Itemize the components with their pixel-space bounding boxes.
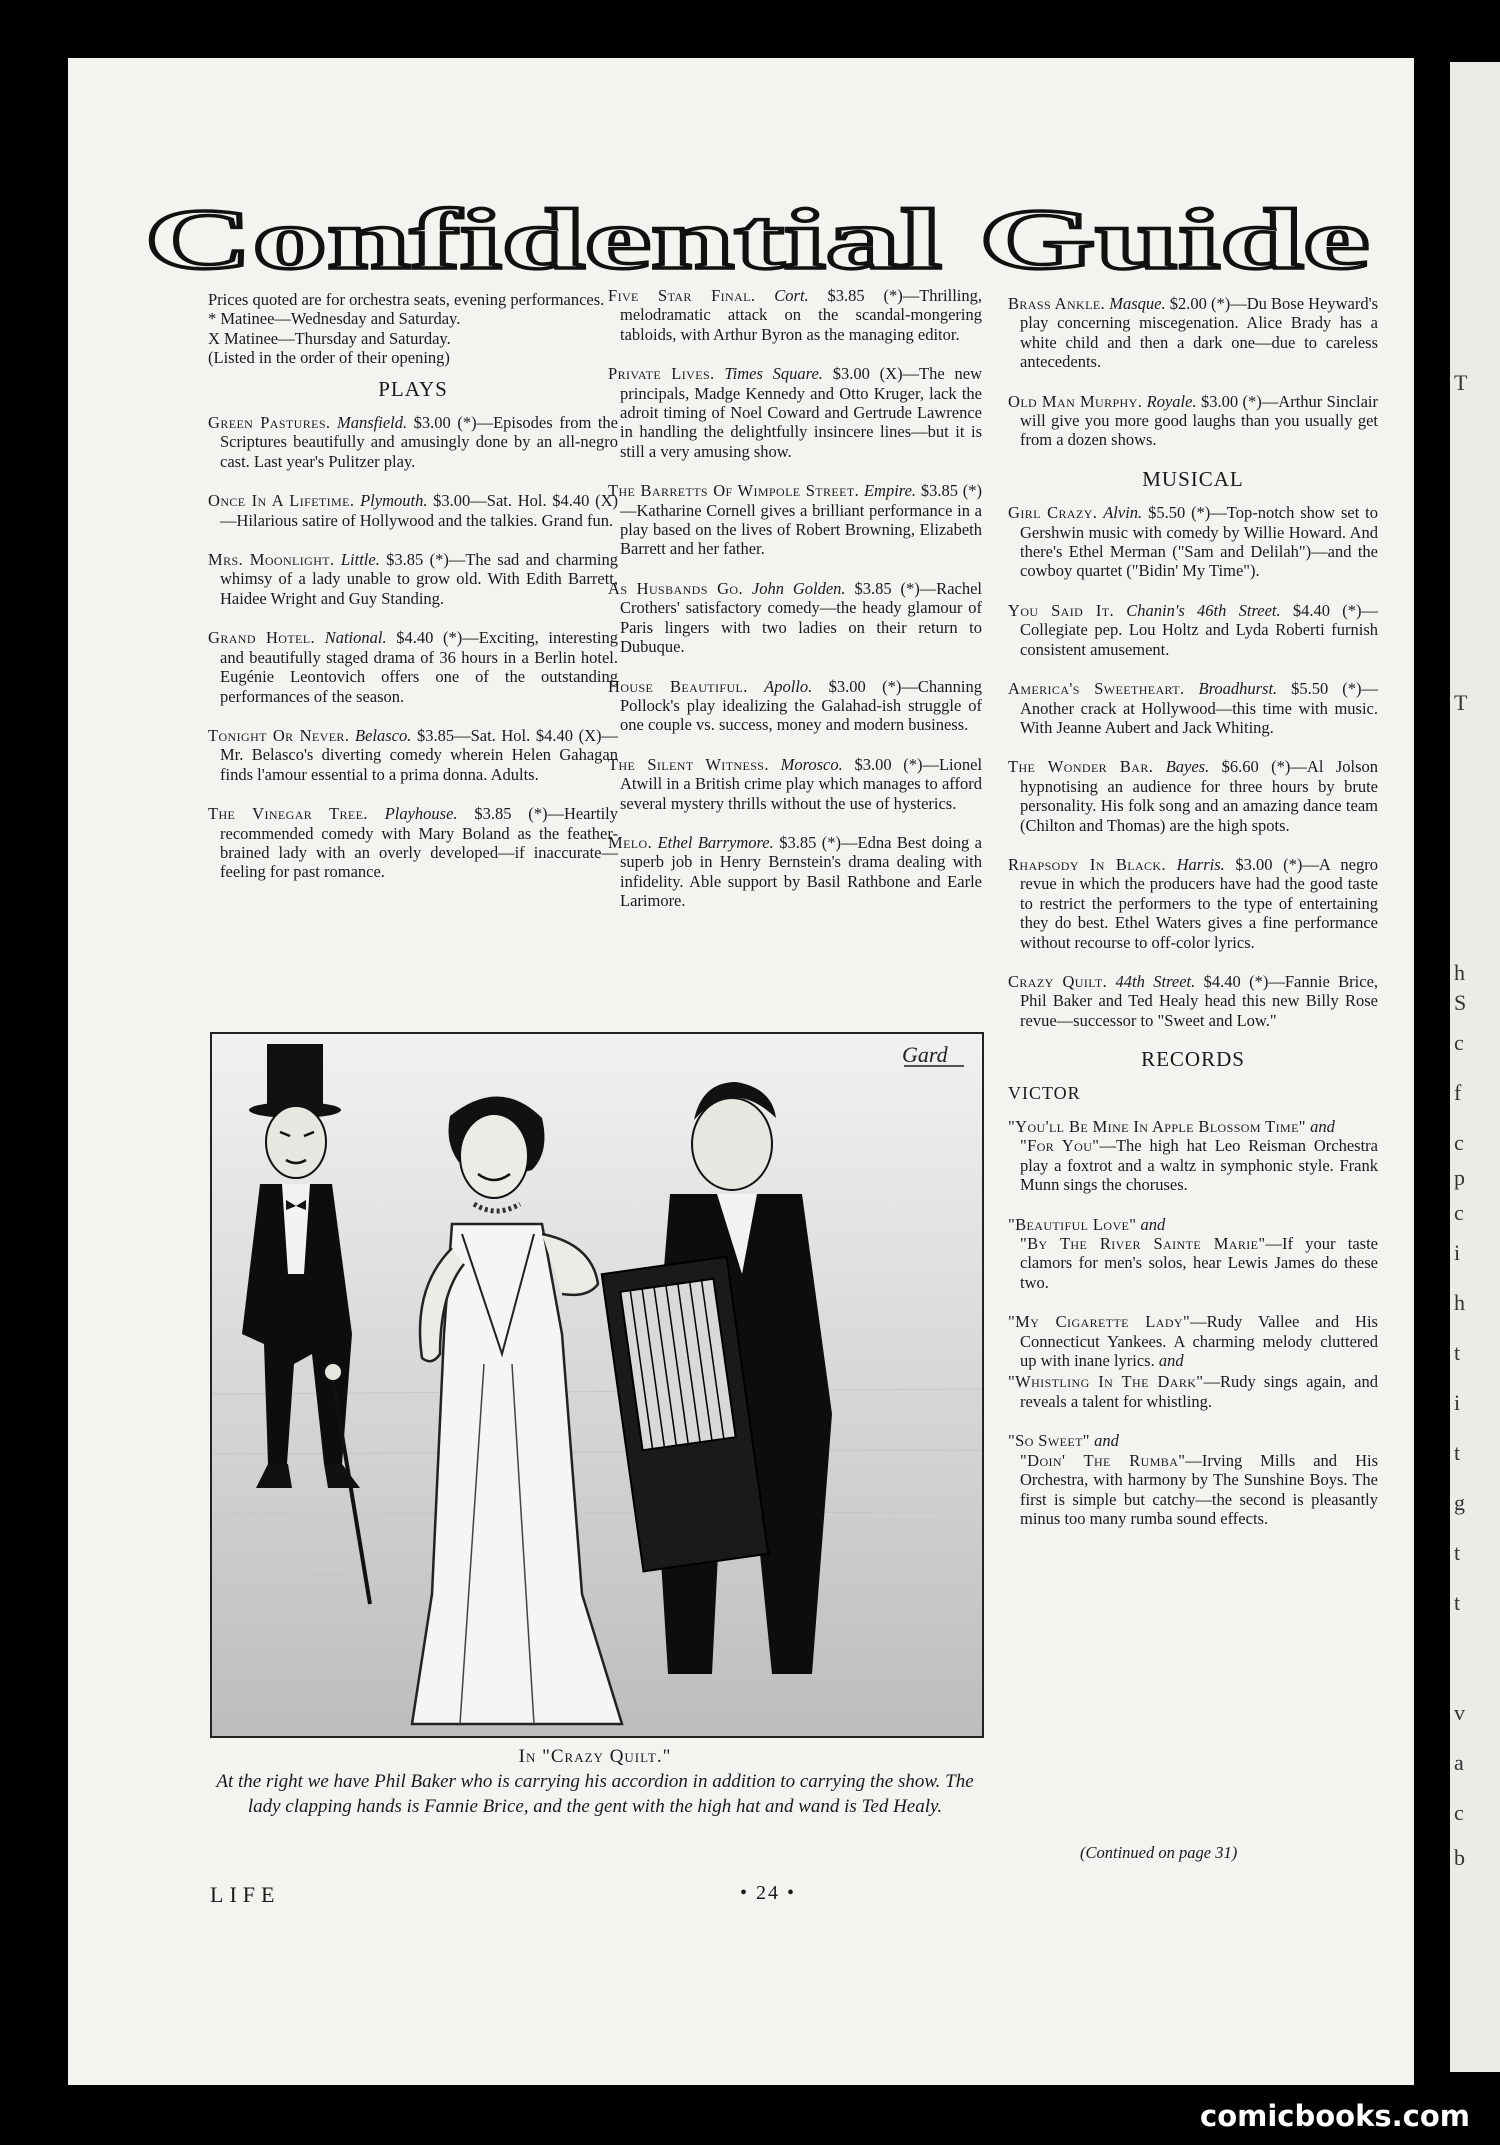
entry-title: Once In A Lifetime. (208, 491, 355, 511)
play-entry (1008, 294, 1378, 372)
play-entry (208, 628, 618, 706)
play-entry (608, 677, 982, 735)
entry-title: You Said It. (1008, 600, 1114, 620)
records-list (1008, 1117, 1378, 1528)
page-title (142, 200, 1372, 280)
entry-theater: Harris. (1176, 854, 1225, 874)
entry-title: Melo. (608, 832, 653, 852)
record-title: "For You" (1020, 1136, 1100, 1156)
entry-description: $5.50 (*)—Top-notch show set to Gershwin music with comedy by Willie Howard. And there's Ethel Merman ("Sam and Delilah")—and the cowboy quartet ("Bidin' My Time"). (1020, 503, 1379, 581)
play-entry (208, 804, 618, 882)
entry-description: $3.00 (X)—The new principals, Madge Kennedy and Otto Kruger, lack the adroit timing of Noel Coward and Gertrude Lawrence in handling the delightfully insincere lines—but it is still a very amusing show. (620, 364, 982, 461)
entry-description: $4.40 (*)—Fannie Brice, Phil Baker and Ted Healy head this new Billy Rose revue—successor to "Sweet and Low." (1020, 971, 1379, 1030)
entry-title: America's Sweetheart. (1008, 679, 1185, 699)
column-1 (208, 290, 618, 902)
continued-note: (Continued on page 31) (1080, 1843, 1238, 1862)
intro-order: (Listed in the order of their opening) (208, 348, 450, 368)
entry-theater: Plymouth. (360, 491, 428, 511)
adjacent-page-glyph: c (1454, 1130, 1464, 1155)
record-and: and (1094, 1431, 1119, 1451)
entry-theater: Alvin. (1103, 503, 1143, 523)
page-number: • 24 • (740, 1882, 797, 1904)
entry-title: Brass Ankle. (1008, 294, 1106, 313)
adjacent-page-glyph: t (1454, 1440, 1461, 1465)
entry-description: $3.85 (*)—The sad and charming whimsy of a lady unable to grow old. With Edith Barrett, Haidee Wright and Guy Standing. (220, 550, 619, 608)
adjacent-page-glyph: h (1454, 1290, 1465, 1315)
adjacent-page-glyph: f (1454, 1080, 1462, 1105)
musical-entry (1008, 972, 1378, 1030)
musical-entry (1008, 503, 1378, 581)
entry-description: $3.00 (*)—Episodes from the Scriptures beautifully and amusingly done by an all-negro cast. Last year's Pulitzer play. (220, 413, 618, 471)
record-title: "So Sweet" (1008, 1431, 1090, 1451)
play-entry (1008, 392, 1378, 450)
entry-description: $3.85 (*)—Heartily recommended comedy with Mary Boland as the feather-brained lady with an overly developed—if inaccurate—feeling for past romance. (220, 804, 618, 882)
entry-theater: John Golden. (751, 578, 846, 598)
musical-entry (1008, 757, 1378, 835)
section-records: RECORDS (1141, 1047, 1245, 1072)
play-entry (208, 491, 618, 530)
entry-theater: Broadhurst. (1198, 679, 1278, 699)
entry-description: $3.85 (*)—Katharine Cornell gives a brilliant performance in a play based on the lives of Robert Browning, Elizabeth Barrett and her father. (620, 481, 983, 559)
record-title: "Doin' The Rumba" (1020, 1450, 1186, 1470)
column-3 (1008, 294, 1378, 1548)
intro-prices: Prices quoted are for orchestra seats, evening performances. (208, 290, 605, 309)
play-entry (608, 286, 982, 344)
entry-title: The Silent Witness. (608, 754, 769, 774)
entry-description: $3.00 (*)—Channing Pollock's play idealizing the Galahad-ish struggle of one couple vs. success, money and modern business. (620, 676, 983, 735)
entry-theater: Morosco. (780, 754, 843, 774)
entry-description: $3.00 (*)—Lionel Atwill in a British crime play which manages to afford several mystery thrills without the use of hysterics. (620, 754, 983, 813)
entry-title: Tonight Or Never. (208, 725, 350, 745)
record-description: —Rudy Vallee and His Connecticut Yankees. A charming melody cluttered up with inane lyrics. (1020, 1312, 1378, 1371)
entry-title: The Vinegar Tree. (208, 804, 368, 824)
musical-entry (1008, 855, 1378, 952)
entry-theater: Royale. (1146, 391, 1197, 411)
entry-title: Mrs. Moonlight. (208, 550, 335, 570)
entry-title: House Beautiful. (608, 676, 748, 696)
adjacent-page-glyph: a (1454, 1750, 1464, 1775)
record-title: "My Cigarette Lady" (1008, 1312, 1191, 1332)
entry-description: $2.00 (*)—Du Bose Heyward's play concerning miscegenation. Alice Brady has a white child and then a dark one—due to careless antecedents. (1020, 294, 1379, 372)
record-entry (1008, 1215, 1378, 1293)
musical-entry (1008, 679, 1378, 737)
entry-theater: Belasco. (354, 725, 412, 745)
record-description: —Rudy sings again, and reveals a talent for whistling. (1020, 1372, 1378, 1411)
adjacent-page-glyph: t (1454, 1340, 1461, 1365)
entry-title: Green Pastures. (208, 413, 331, 433)
entry-description: $3.85 (*)—Edna Best doing a superb job in Henry Bernstein's drama dealing with infidelity. Able support by Basil Rathbone and Earle Larimore. (620, 832, 983, 911)
adjacent-page-glyph: i (1454, 1390, 1461, 1415)
play-entry (608, 755, 982, 813)
record-and: and (1310, 1117, 1335, 1136)
entry-theater: National. (324, 628, 387, 648)
entry-theater: Times Square. (724, 364, 823, 384)
record-and: and (1158, 1351, 1184, 1371)
adjacent-page-glyph: c (1454, 1030, 1464, 1055)
entry-description: $4.40 (*)—Exciting, interesting and beautifully staged drama of 36 hours in a Berlin hotel. Eugénie Leontovich offers one of the outstanding performances of the season. (220, 628, 619, 706)
record-title: "Whistling In The Dark" (1008, 1372, 1204, 1392)
entry-title: Girl Crazy. (1008, 503, 1098, 523)
entry-theater: 44th Street. (1115, 971, 1196, 991)
entry-theater: Mansfield. (337, 413, 408, 433)
entry-title: Old Man Murphy. (1008, 391, 1143, 411)
entry-theater: Masque. (1109, 294, 1166, 313)
plays-list-3 (1008, 294, 1378, 450)
intro-matinee-x: X Matinee—Thursday and Saturday. (208, 328, 451, 348)
adjacent-page-glyph: T (1454, 370, 1468, 395)
adjacent-page-glyph: c (1454, 1800, 1464, 1825)
entry-description: $3.85—Sat. Hol. $4.40 (X)—Mr. Belasco's diverting comedy wherein Helen Gahagan finds l'amour essential to a prima donna. Adults. (220, 725, 619, 784)
entry-description: $5.50 (*)—Another crack at Hollywood—this time with music. With Jeanne Aubert and Jack Whiting. (1020, 679, 1379, 737)
adjacent-page-glyph: i (1454, 1240, 1461, 1265)
entry-theater: Apollo. (764, 676, 813, 696)
entry-title: Private Lives. (608, 364, 715, 384)
musical-entry (1008, 601, 1378, 659)
illustration-caption (210, 1744, 980, 1819)
entry-theater: Chanin's 46th Street. (1126, 600, 1281, 620)
adjacent-page-glyph: p (1454, 1165, 1465, 1190)
entry-theater: Playhouse. (384, 804, 458, 824)
record-entry (1008, 1312, 1378, 1370)
entry-description: $3.00 (*)—Arthur Sinclair will give you more good laughs than you usually get from a dozen shows. (1020, 391, 1379, 450)
record-and: and (1140, 1214, 1166, 1234)
entry-title: Crazy Quilt. (1008, 971, 1108, 991)
entry-description: $3.00 (*)—A negro revue in which the producers have had the good taste to restrict the performers to the type of entertaining they do best. Ethel Waters gives a fine performance without recourse to off-color lyrics. (1020, 854, 1378, 952)
record-description: —If your taste clamors for men's solos, hear Lewis James do these two. (1020, 1234, 1378, 1292)
entry-theater: Ethel Barrymore. (657, 832, 774, 852)
adjacent-page-glyph: c (1454, 1200, 1464, 1225)
page-title-text: Confidential Guide (144, 200, 1370, 280)
adjacent-page-glyph: b (1454, 1845, 1465, 1870)
play-entry (608, 481, 982, 559)
play-entry (208, 550, 618, 608)
play-entry (608, 579, 982, 657)
record-title: "Beautiful Love" (1008, 1214, 1137, 1234)
entry-description: $3.00—Sat. Hol. $4.40 (X)—Hilarious satire of Hollywood and the talkies. Grand fun. (220, 491, 618, 530)
intro-matinee-star: * Matinee—Wednesday and Saturday. (208, 309, 461, 329)
adjacent-page-edge (1450, 62, 1500, 2072)
entry-title: Grand Hotel. (208, 628, 316, 648)
column-2 (608, 286, 982, 931)
entry-title: The Wonder Bar. (1008, 757, 1154, 777)
entry-description: $4.40 (*)—Collegiate pep. Lou Holtz and Lyda Roberti furnish consistent amusement. (1020, 600, 1378, 659)
caption-title: In "Crazy Quilt." (518, 1746, 672, 1767)
record-title: "You'll Be Mine In Apple Blossom Time" (1008, 1117, 1306, 1136)
record-description: —The high hat Leo Reisman Orchestra play a foxtrot and a waltz in symphonic style. Frank Munn sings the choruses. (1020, 1136, 1378, 1195)
entry-title: As Husbands Go. (608, 578, 743, 598)
adjacent-page-glyph: t (1454, 1540, 1461, 1565)
record-entry (1008, 1431, 1378, 1528)
adjacent-page-glyph: g (1454, 1490, 1465, 1515)
adjacent-page-glyph: v (1454, 1700, 1465, 1725)
entry-description: $3.85 (*)—Thrilling, melodramatic attack on the scandal-mongering tabloids, with Arthur Byron as the managing editor. (620, 286, 983, 344)
entry-title: The Barretts Of Wimpole Street. (608, 481, 860, 501)
entry-title: Five Star Final. (608, 286, 756, 305)
adjacent-page-glyph: T (1454, 690, 1468, 715)
musicals-list (1008, 503, 1378, 1030)
play-entry (608, 833, 982, 911)
entry-theater: Empire. (863, 481, 917, 501)
record-entry (1008, 1117, 1378, 1195)
watermark: comicbooks.com (1200, 2099, 1470, 2133)
entry-theater: Bayes. (1165, 757, 1210, 777)
record-title: "By The River Sainte Marie" (1020, 1234, 1266, 1254)
section-musical: MUSICAL (1142, 466, 1244, 491)
play-entry (208, 413, 618, 471)
play-entry (208, 726, 618, 784)
adjacent-page-glyph: S (1454, 990, 1467, 1015)
plays-list-2 (608, 286, 982, 911)
adjacent-page-glyph: h (1454, 960, 1465, 985)
magazine-name: LIFE (210, 1882, 281, 1907)
artist-signature: Gard (902, 1042, 948, 1067)
entry-theater: Little. (340, 550, 380, 570)
caricature-illustration (210, 1032, 984, 1738)
record-entry (1008, 1372, 1378, 1411)
section-plays: PLAYS (378, 376, 448, 401)
entry-description: $6.60 (*)—Al Jolson hypnotising an audience for three hours by brute personality. His folk song and an amazing dance team (Chilton and Thomas) are the high spots. (1020, 757, 1378, 835)
adjacent-page-glyph: t (1454, 1590, 1461, 1615)
play-entry (608, 364, 982, 461)
caption-body: At the right we have Phil Baker who is carrying his accordion in addition to carrying the show. The lady clapping hands is Fannie Brice, and the gent with the high hat and wand is Ted Healy. (216, 1771, 974, 1817)
entry-title: Rhapsody In Black. (1008, 854, 1167, 874)
record-description: —Irving Mills and His Orchestra, with harmony by The Sunshine Boys. The first is simple but catchy—the second is pleasantly minus too many rumba sound effects. (1020, 1450, 1378, 1528)
entry-theater: Cort. (774, 286, 809, 305)
label-victor: VICTOR (1008, 1082, 1081, 1103)
plays-list-1 (208, 413, 618, 882)
entry-description: $3.85 (*)—Rachel Crothers' satisfactory comedy—the heady glamour of Paris lingers with two ladies on their return to Dubuque. (620, 578, 982, 657)
